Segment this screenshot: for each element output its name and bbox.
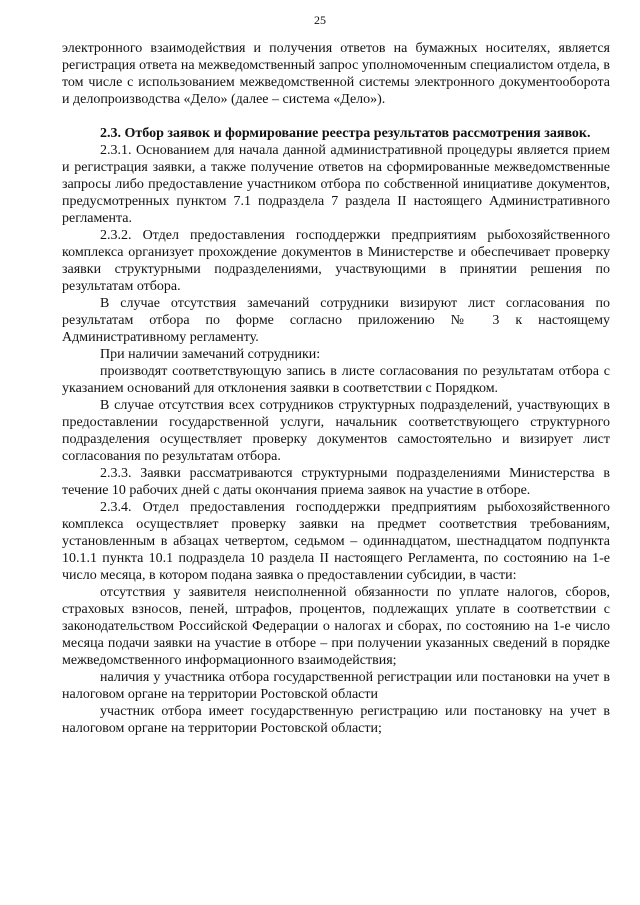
paragraph: 2.3.2. Отдел предоставления господдержки предприятиям рыбохозяйственного комплекса организует прохождение документов в Министерстве и обеспечивает проверку заявки структурными подразделениями, участвующими в принятии решения по результатам отбора. [62,228,610,294]
paragraph: производят соответствующую запись в листе согласования по результатам отбора с указанием оснований для отклонения заявки в соответствии с Порядком. [62,364,610,396]
paragraph: участник отбора имеет государственную регистрацию или постановку на учет в налоговом органе на территории Ростовской области; [62,704,610,736]
paragraph: При наличии замечаний сотрудники: [100,347,321,362]
paragraph: наличия у участника отбора государственной регистрации или постановки на учет в налоговом органе на территории Ростовской области [62,670,610,702]
paragraph: 2.3.4. Отдел предоставления господдержки предприятиям рыбохозяйственного комплекса осуществляет проверку заявки на предмет соответствия требованиям, установленным в абзацах четвертом, седьмом – одиннадцатом, шестнадцатом подпункта 10.1.1 пункта 10.1 подраздела 10 раздела II настоящего Регламента, по состоянию на 1-е число месяца, в котором подана заявка о предоставлении субсидии, в части: [62,500,610,583]
paragraph: отсутствия у заявителя неисполненной обязанности по уплате налогов, сборов, страховых взносов, пеней, штрафов, процентов, подлежащих уплате в соответствии с законодательством Российской Федерации о налогах и сборах, по состоянию на 1-е число месяца подачи заявки на участие в отборе – при получении указанных сведений в порядке межведомственного информационного взаимодействия; [62,585,610,668]
paragraph: 2.3.3. Заявки рассматриваются структурными подразделениями Министерства в течение 10 рабочих дней с даты окончания приема заявок на участие в отборе. [62,466,610,498]
paragraph: В случае отсутствия всех сотрудников структурных подразделений, участвующих в предоставлении государственной услуги, начальник соответствующего структурного подразделения осуществляет проверку документов самостоятельно и визирует лист согласования по результатам отбора. [62,398,610,464]
section-heading: 2.3. Отбор заявок и формирование реестра результатов рассмотрения заявок. [100,126,591,141]
paragraph: электронного взаимодействия и получения ответов на бумажных носителях, является регистрация ответа на межведомственный запрос уполномоченным специалистом отдела, в том числе с использованием межведомственной системы электронного документооборота и делопроизводства «Дело» (далее – система «Дело»). [62,41,610,107]
paragraph: В случае отсутствия замечаний сотрудники визируют лист согласования по результатам отбора по форме согласно приложению № 3 к настоящему Административному регламенту. [62,296,610,345]
paragraph: 2.3.1. Основанием для начала данной административной процедуры является прием и регистрация заявки, а также получение ответов на сформированные межведомственные запросы либо предоставление участником отбора по собственной инициативе документов, предусмотренных пунктом 7.1 подраздела 7 раздела II настоящего Административного регламента. [62,143,610,226]
document-body [62,40,610,737]
page-number: 25 [314,13,326,27]
